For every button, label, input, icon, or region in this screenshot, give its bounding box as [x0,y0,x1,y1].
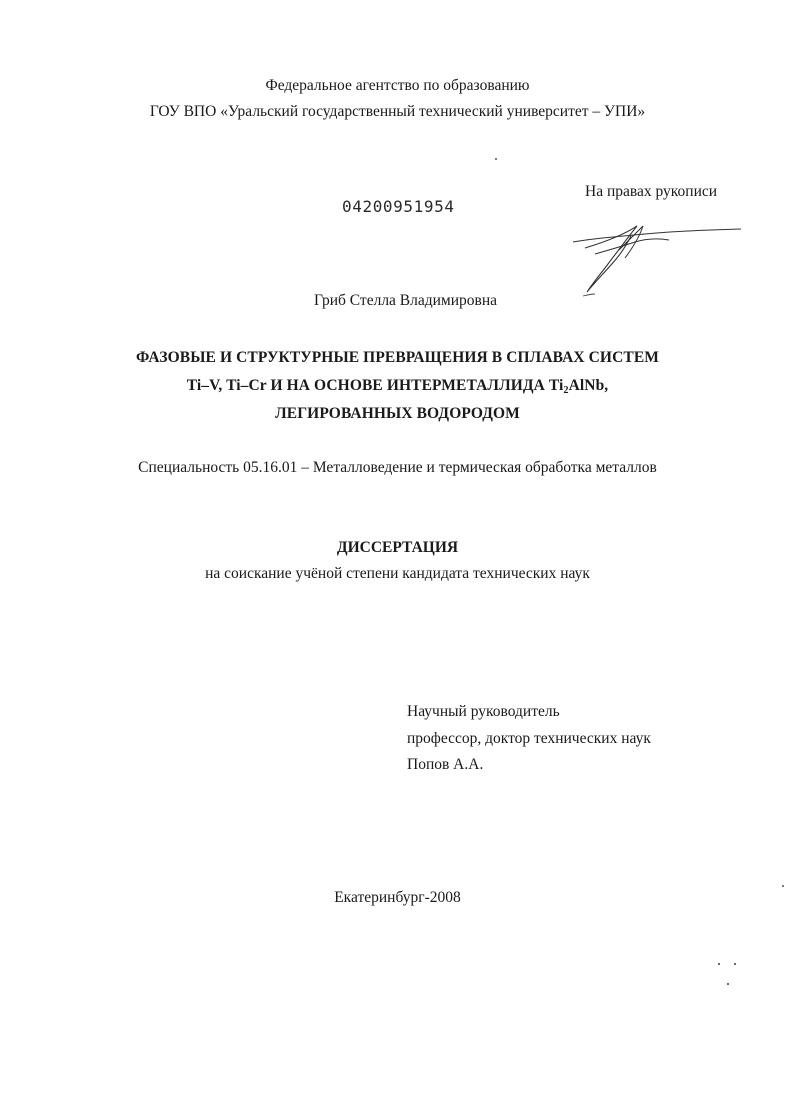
scan-speck [495,158,497,160]
title-line-1: ФАЗОВЫЕ И СТРУКТУРНЫЕ ПРЕВРАЩЕНИЯ В СПЛАВАХ СИСТЕМ [136,349,659,366]
title-line-2-end: AlNb, [568,377,609,394]
supervisor-name: Попов А.А. [407,756,484,773]
title-line-3: ЛЕГИРОВАННЫХ ВОДОРОДОМ [275,405,520,422]
catalog-number: 04200951954 [342,197,455,216]
specialty-line: Специальность 05.16.01 – Металловедение и термическая обработка металлов [138,459,657,476]
rights-notice: На правах рукописи [585,183,718,200]
title-line-2 [0,378,795,396]
scan-speck [727,983,729,985]
scan-speck [734,963,736,965]
agency-line: Федеральное агентство по образованию [265,77,530,94]
document-type: ДИССЕРТАЦИЯ [336,539,459,556]
title-subscript: 2 [563,385,569,396]
supervisor-rank: профессор, доктор технических наук [407,730,651,747]
scan-speck [718,963,720,965]
title-line-2-main: Ti–V, Ti–Cr И НА ОСНОВЕ ИНТЕРМЕТАЛЛИДА Ti [186,377,564,394]
supervisor-label: Научный руководитель [407,703,560,720]
scan-speck [782,885,784,887]
degree-line: на соискание учёной степени кандидата технических наук [205,565,590,582]
city-year: Екатеринбург-2008 [334,889,461,906]
university-line: ГОУ ВПО «Уральский государственный технический университет – УПИ» [149,103,646,120]
signature-icon [565,212,745,302]
author-name: Гриб Стелла Владимировна [314,292,498,309]
